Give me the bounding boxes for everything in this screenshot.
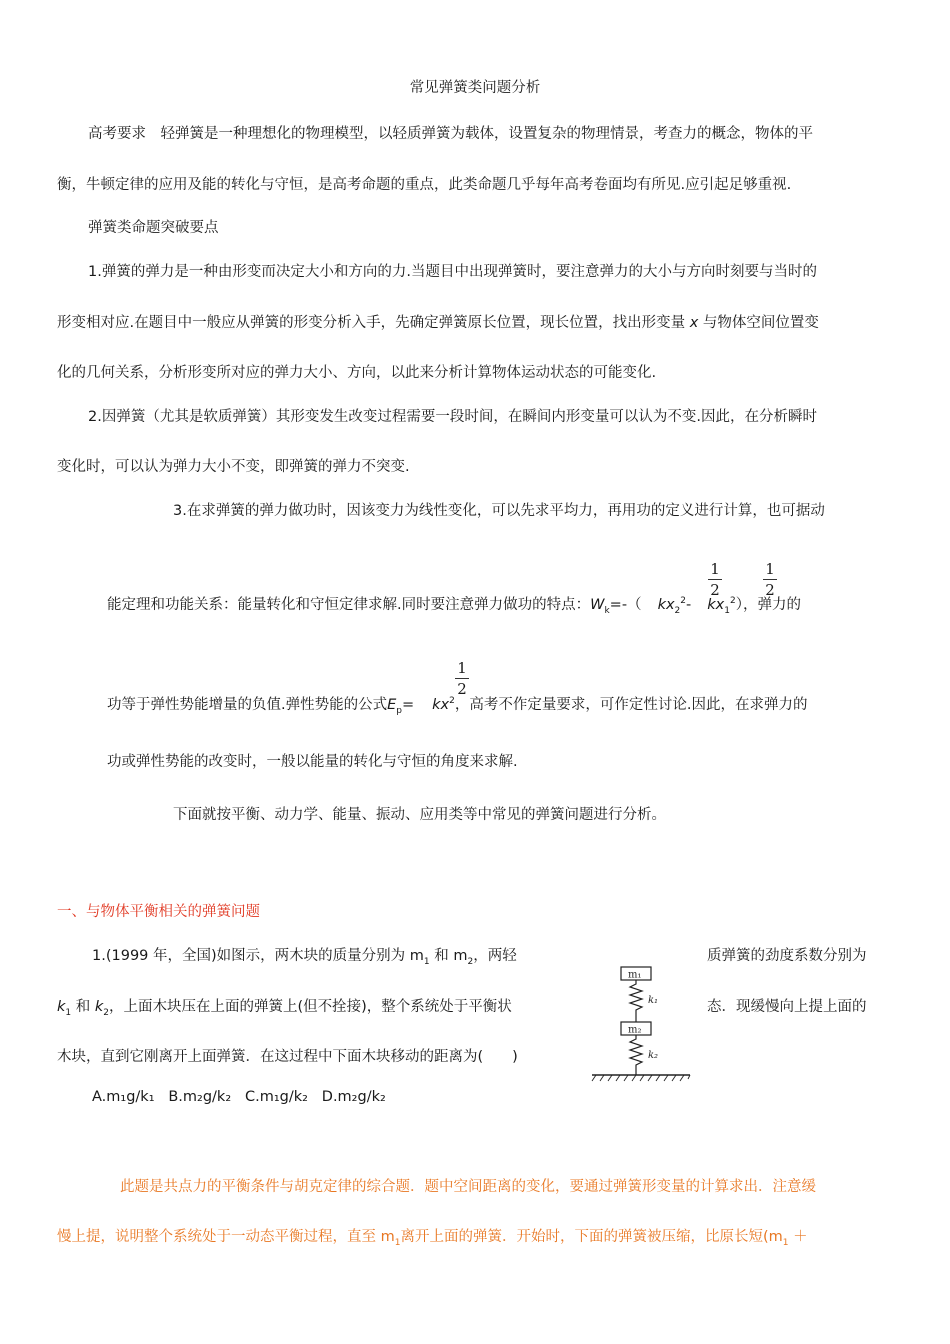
option-a: A.m₁g/k₁ xyxy=(92,1089,155,1105)
spring-k1-label: k₁ xyxy=(648,995,659,1006)
fraction-half: 1 2 xyxy=(708,560,722,599)
part1-heading: 一、与物体平衡相关的弹簧问题 xyxy=(57,904,260,920)
point3-line-4: 功或弹性势能的改变时，一般以能量的转化与守恒的角度来求解. xyxy=(107,754,518,770)
point3-line-2: 能定理和功能关系：能量转化和守恒定律求解.同时要注意弹力做功的特点：$W_k=-$（ $kx_2^2-$ $kx_1^2$），弹力的 xyxy=(107,596,801,616)
point1-line-3: 化的几何关系，分析形变所对应的弹力大小、方向，以此来分析计算物体运动状态的可能变化. xyxy=(57,365,657,381)
point1-line-2: 形变相对应.在题目中一般应从弹簧的形变分析入手，先确定弹簧原长位置，现长位置，找出形变量 x 与物体空间位置变 xyxy=(57,315,819,331)
block-m2-label: m₂ xyxy=(628,1024,642,1036)
option-b: B.m₂g/k₂ xyxy=(168,1089,232,1105)
analysis-line-2: 慢上提，说明整个系统处于一动态平衡过程，直至 $m_1$离开上面的弹簧．开始时，下面的弹簧被压缩，比原长短($m_1$ ＋ xyxy=(57,1229,808,1248)
intro-line-2: 衡，牛顿定律的应用及能的转化与守恒，是高考命题的重点，此类命题几乎每年高考卷面均有所见.应引起足够重视. xyxy=(57,177,792,193)
analysis-line-1: 此题是共点力的平衡条件与胡克定律的综合题．题中空间距离的变化，要通过弹簧形变量的计算求出．注意缓 xyxy=(120,1179,816,1195)
fraction-half: 1 2 xyxy=(455,659,469,698)
point2-line-2: 变化时，可以认为弹力大小不变，即弹簧的弹力不突变. xyxy=(57,459,410,475)
fraction-half: 1 2 xyxy=(763,560,777,599)
spring-k2-label: k₂ xyxy=(648,1050,659,1061)
block-m1-label: m₁ xyxy=(628,969,642,981)
intro-line-1: 高考要求 轻弹簧是一种理想化的物理模型，以轻质弹簧为载体，设置复杂的物理情景，考查力的概念，物体的平 xyxy=(88,126,813,142)
problem1-line-2-right: 态．现缓慢向上提上面的 xyxy=(707,999,867,1015)
option-d: D.m₂g/k₂ xyxy=(321,1089,386,1105)
point1-line-1: 1.弹簧的弹力是一种由形变而决定大小和方向的力.当题目中出现弹簧时，要注意弹力的大小与方向时刻要与当时的 xyxy=(88,264,817,280)
problem1-line-2: $k_1$ 和 $k_2$，上面木块压在上面的弹簧上(但不拴接)，整个系统处于平衡状 xyxy=(57,999,512,1018)
ground-hatch xyxy=(592,1075,690,1081)
summary-text: 下面就按平衡、动力学、能量、振动、应用类等中常见的弹簧问题进行分析。 xyxy=(173,807,666,823)
spring-k1 xyxy=(630,980,642,1022)
spring-diagram xyxy=(588,962,694,1084)
option-c: C.m₁g/k₂ xyxy=(244,1089,308,1105)
page-title: 常见弹簧类问题分析 xyxy=(409,80,541,96)
point3-line-3: 功等于弹性势能增量的负值.弹性势能的公式$E_p= kx^2$，高考不作定量要求，可作定性讨论.因此，在求弹力的 xyxy=(107,696,808,716)
problem1-options xyxy=(92,1089,386,1105)
spring-k2 xyxy=(630,1035,642,1075)
point2-line-1: 2.因弹簧（尤其是软质弹簧）其形变发生改变过程需要一段时间，在瞬间内形变量可以认为不变.因此，在分析瞬时 xyxy=(88,409,817,425)
problem1-line-3: 木块，直到它刚离开上面弹簧．在这过程中下面木块移动的距离为( ) xyxy=(57,1049,518,1065)
section-heading: 弹簧类命题突破要点 xyxy=(88,220,219,236)
problem1-line-1-right: 质弹簧的劲度系数分别为 xyxy=(707,948,867,964)
point3-line-1: 3.在求弹簧的弹力做功时，因该变力为线性变化，可以先求平均力，再用功的定义进行计算，也可据动 xyxy=(173,503,825,519)
problem1-line-1: 1.(1999 年，全国)如图示，两木块的质量分别为 $m_1$ 和 $m_2$，两轻 xyxy=(92,948,517,967)
